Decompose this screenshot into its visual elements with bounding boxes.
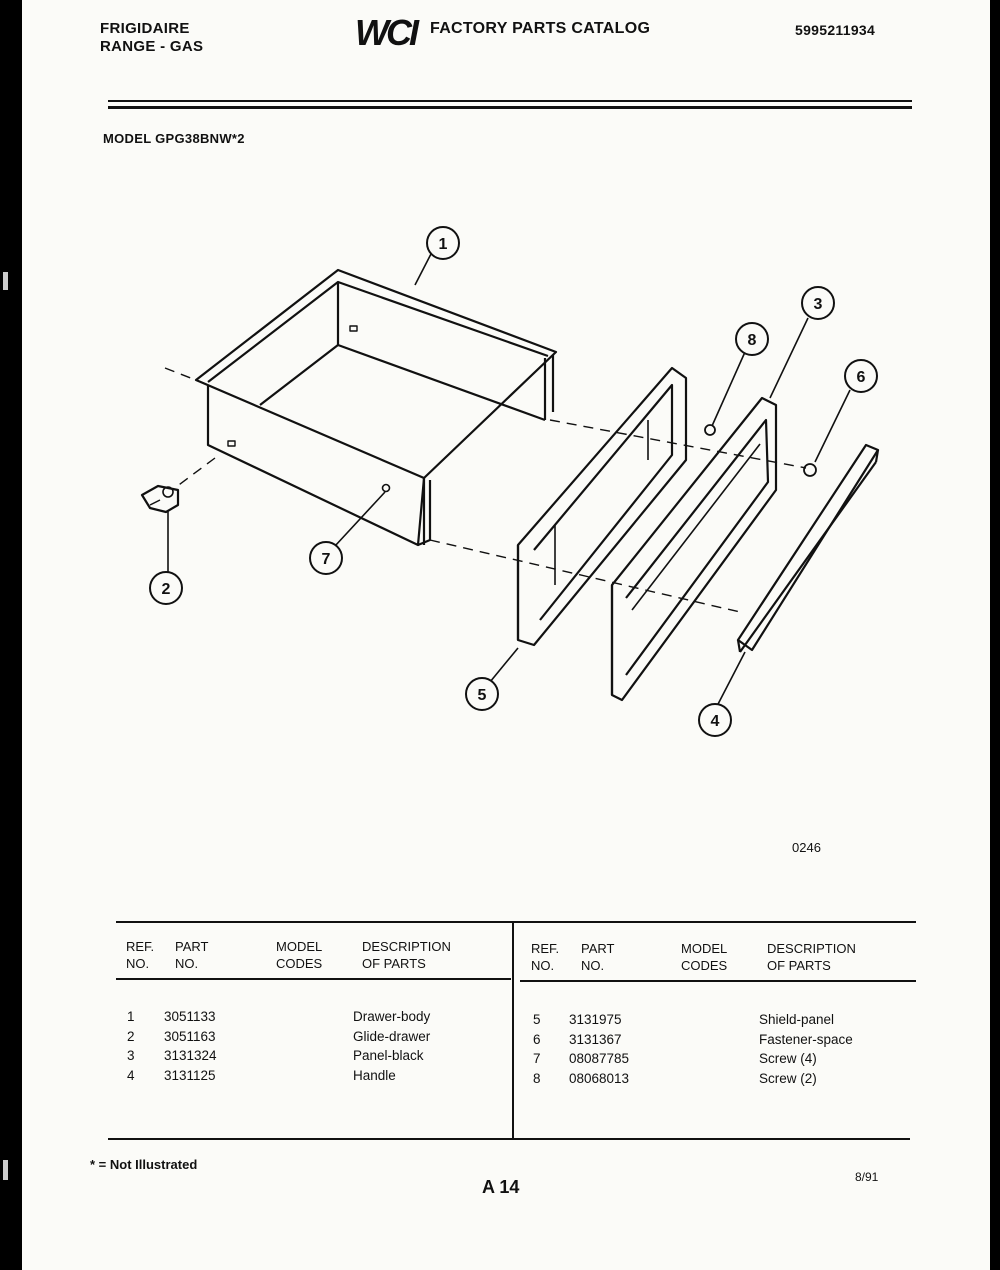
- scan-edge-mark: [3, 272, 8, 290]
- header-ref-right: REF. NO.: [531, 941, 560, 973]
- table-row-part: 3051163: [164, 1028, 216, 1044]
- fastener-6-drawing: [804, 464, 816, 476]
- callout-5: [466, 678, 498, 710]
- header-part: PART NO.: [175, 939, 209, 971]
- table-divider: [512, 923, 514, 1138]
- header-desc: DESCRIPTION OF PARTS: [362, 939, 451, 971]
- page-number: A 14: [482, 1177, 520, 1197]
- left-desc-column: [353, 1007, 430, 1085]
- table-rule-header-left: [116, 978, 511, 980]
- callout-3: [802, 287, 834, 319]
- header-ref: REF. NO.: [126, 939, 155, 971]
- svg-text:7: 7: [321, 551, 331, 568]
- right-part-column: [569, 1010, 629, 1088]
- svg-text:6: 6: [856, 369, 866, 386]
- callout-6: [845, 360, 877, 392]
- header-model: MODEL CODES: [276, 939, 323, 971]
- table-row-ref: 5: [533, 1012, 541, 1027]
- table-row-ref: 3: [127, 1048, 135, 1063]
- catalog-number: 5995211934: [795, 22, 876, 38]
- svg-text:8: 8: [747, 332, 757, 349]
- callout-4: [699, 704, 731, 736]
- table-row-part: 3131324: [164, 1048, 217, 1063]
- right-ref-column: [533, 1010, 541, 1088]
- svg-text:1: 1: [438, 236, 448, 253]
- wci-logo: WCI: [355, 12, 416, 53]
- table-row-desc: Glide-drawer: [353, 1028, 431, 1044]
- table-row-desc: Drawer-body: [353, 1009, 431, 1024]
- table-row-ref: 2: [127, 1028, 135, 1044]
- callout-8: [736, 323, 768, 355]
- drawer-body-drawing: [196, 270, 556, 545]
- callout-1: [427, 227, 459, 259]
- callout-2: [150, 572, 182, 604]
- table-row-desc: Handle: [353, 1067, 396, 1083]
- table-rule-top: [116, 921, 916, 923]
- drawing-number: 0246: [792, 840, 821, 855]
- table-row-ref: 8: [533, 1070, 541, 1086]
- table-rule-header-right: [520, 980, 916, 982]
- table-row-desc: Screw (2): [759, 1070, 817, 1086]
- svg-text:2: 2: [161, 581, 171, 598]
- header-part-right: PART NO.: [581, 941, 615, 973]
- revision-date: 8/91: [855, 1170, 879, 1184]
- table-row-desc: Panel-black: [353, 1048, 424, 1063]
- left-ref-column: [127, 1007, 135, 1085]
- svg-text:3: 3: [813, 296, 823, 313]
- svg-text:5: 5: [477, 687, 487, 704]
- header-desc-right: DESCRIPTION OF PARTS: [767, 941, 856, 973]
- table-row-desc: Fastener-space: [759, 1031, 853, 1047]
- callout-7: [310, 542, 342, 574]
- table-row-desc: Shield-panel: [759, 1012, 835, 1027]
- right-desc-column: [759, 1010, 853, 1088]
- table-row-ref: 1: [127, 1009, 135, 1024]
- brand-name: FRIGIDAIRE: [100, 20, 190, 37]
- table-row-ref: 6: [533, 1031, 541, 1047]
- table-rule-bottom: [108, 1138, 910, 1140]
- table-row-part: 3131975: [569, 1012, 622, 1027]
- table-row-part: 3131125: [164, 1067, 216, 1083]
- catalog-title: FACTORY PARTS CATALOG: [430, 20, 651, 37]
- table-row-part: 3131367: [569, 1031, 622, 1047]
- table-row-ref: 4: [127, 1067, 135, 1083]
- header-model-right: MODEL CODES: [681, 941, 728, 973]
- screw-8-drawing: [705, 425, 715, 435]
- table-row-part: 08087785: [569, 1051, 630, 1066]
- product-type: RANGE - GAS: [100, 38, 204, 55]
- svg-text:4: 4: [710, 713, 720, 730]
- left-part-column: [164, 1007, 217, 1085]
- table-row-ref: 7: [533, 1051, 541, 1066]
- table-row-desc: Screw (4): [759, 1051, 817, 1066]
- model-label: MODEL GPG38BNW*2: [103, 131, 245, 146]
- scan-edge-mark: [3, 1160, 8, 1180]
- not-illustrated-note: * = Not Illustrated: [90, 1157, 198, 1172]
- table-row-part: 3051133: [164, 1009, 216, 1024]
- table-row-part: 08068013: [569, 1070, 630, 1086]
